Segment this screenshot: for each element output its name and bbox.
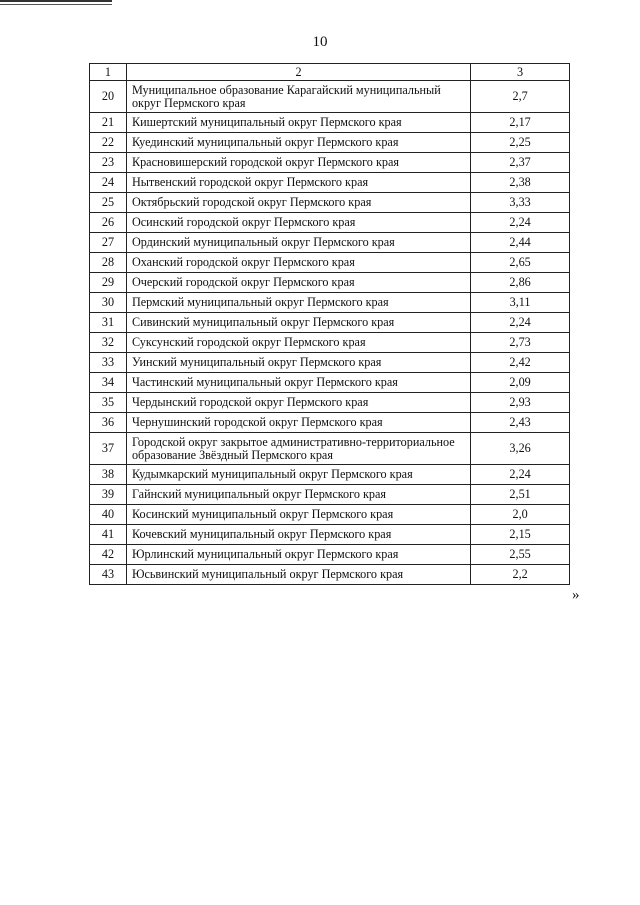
- municipality-name: Уинский муниципальный округ Пермского края: [126, 353, 470, 373]
- coefficient-value: 2,42: [471, 353, 570, 373]
- municipality-name: Городской округ закрытое административно-территориальное образование Звёздный Пермского края: [126, 433, 470, 465]
- table-header-row: [90, 64, 570, 81]
- municipality-name: Ординский муниципальный округ Пермского края: [126, 233, 470, 253]
- table-row: [90, 233, 570, 253]
- table-row: [90, 333, 570, 353]
- column-header: 1: [90, 64, 127, 81]
- municipality-name: Красновишерский городской округ Пермского края: [126, 153, 470, 173]
- municipality-name: Кочевский муниципальный округ Пермского края: [126, 525, 470, 545]
- row-number: 28: [90, 253, 127, 273]
- municipality-name: Юсьвинский муниципальный округ Пермского края: [126, 565, 470, 585]
- row-number: 38: [90, 465, 127, 485]
- municipality-name: Кудымкарский муниципальный округ Пермского края: [126, 465, 470, 485]
- page-number: 10: [312, 34, 328, 50]
- coefficient-value: 2,0: [471, 505, 570, 525]
- municipality-name: Суксунский городской округ Пермского края: [126, 333, 470, 353]
- municipality-name: Оханский городской округ Пермского края: [126, 253, 470, 273]
- row-number: 37: [90, 433, 127, 465]
- row-number: 40: [90, 505, 127, 525]
- row-number: 27: [90, 233, 127, 253]
- municipality-name: Куединский муниципальный округ Пермского края: [126, 133, 470, 153]
- coefficient-value: 2,44: [471, 233, 570, 253]
- municipality-name: Муниципальное образование Карагайский муниципальный округ Пермского края: [126, 81, 470, 113]
- table-row: [90, 353, 570, 373]
- coefficient-value: 2,51: [471, 485, 570, 505]
- municipality-name: Частинский муниципальный округ Пермского края: [126, 373, 470, 393]
- table-row: [90, 465, 570, 485]
- table-row: [90, 565, 570, 585]
- municipality-name: Нытвенский городской округ Пермского края: [126, 173, 470, 193]
- scan-edge-line: [0, 0, 112, 2]
- scan-edge-line: [0, 4, 112, 5]
- table-row: [90, 393, 570, 413]
- table-row: [90, 253, 570, 273]
- coefficient-value: 2,15: [471, 525, 570, 545]
- coefficient-value: 2,2: [471, 565, 570, 585]
- table-row: [90, 153, 570, 173]
- row-number: 21: [90, 113, 127, 133]
- row-number: 39: [90, 485, 127, 505]
- municipality-name: Чердынский городской округ Пермского края: [126, 393, 470, 413]
- coefficient-value: 2,65: [471, 253, 570, 273]
- row-number: 43: [90, 565, 127, 585]
- municipality-name: Октябрьский городской округ Пермского края: [126, 193, 470, 213]
- row-number: 32: [90, 333, 127, 353]
- row-number: 41: [90, 525, 127, 545]
- coefficient-value: 2,7: [471, 81, 570, 113]
- column-header: 2: [126, 64, 470, 81]
- table-row: [90, 525, 570, 545]
- row-number: 22: [90, 133, 127, 153]
- municipality-name: Осинский городской округ Пермского края: [126, 213, 470, 233]
- coefficient-value: 3,11: [471, 293, 570, 313]
- table-row: [90, 433, 570, 465]
- row-number: 29: [90, 273, 127, 293]
- table-row: [90, 193, 570, 213]
- row-number: 30: [90, 293, 127, 313]
- municipality-name: Очерский городской округ Пермского края: [126, 273, 470, 293]
- coefficient-value: 2,93: [471, 393, 570, 413]
- table-row: [90, 81, 570, 113]
- row-number: 42: [90, 545, 127, 565]
- table-row: [90, 413, 570, 433]
- row-number: 36: [90, 413, 127, 433]
- coefficient-value: 2,55: [471, 545, 570, 565]
- coefficient-value: 2,24: [471, 313, 570, 333]
- coefficient-value: 2,38: [471, 173, 570, 193]
- coefficient-value: 2,73: [471, 333, 570, 353]
- table-row: [90, 273, 570, 293]
- table-row: [90, 485, 570, 505]
- coefficient-value: 2,24: [471, 465, 570, 485]
- coefficients-table: [89, 63, 570, 585]
- coefficient-value: 2,09: [471, 373, 570, 393]
- coefficient-value: 2,17: [471, 113, 570, 133]
- table-row: [90, 113, 570, 133]
- table-row: [90, 173, 570, 193]
- coefficient-value: 3,33: [471, 193, 570, 213]
- table-row: [90, 545, 570, 565]
- table-row: [90, 505, 570, 525]
- municipality-name: Чернушинский городской округ Пермского края: [126, 413, 470, 433]
- municipality-name: Кишертский муниципальный округ Пермского края: [126, 113, 470, 133]
- row-number: 23: [90, 153, 127, 173]
- coefficient-value: 2,25: [471, 133, 570, 153]
- column-header: 3: [471, 64, 570, 81]
- table-row: [90, 293, 570, 313]
- municipality-name: Пермский муниципальный округ Пермского края: [126, 293, 470, 313]
- row-number: 35: [90, 393, 127, 413]
- municipality-name: Юрлинский муниципальный округ Пермского края: [126, 545, 470, 565]
- table-row: [90, 313, 570, 333]
- municipality-name: Косинский муниципальный округ Пермского края: [126, 505, 470, 525]
- row-number: 31: [90, 313, 127, 333]
- row-number: 26: [90, 213, 127, 233]
- closing-quote-mark: »: [572, 587, 580, 603]
- table-row: [90, 133, 570, 153]
- table-row: [90, 213, 570, 233]
- municipality-name: Сивинский муниципальный округ Пермского края: [126, 313, 470, 333]
- row-number: 25: [90, 193, 127, 213]
- table-row: [90, 373, 570, 393]
- coefficient-value: 2,24: [471, 213, 570, 233]
- row-number: 33: [90, 353, 127, 373]
- coefficient-value: 2,43: [471, 413, 570, 433]
- municipality-name: Гайнский муниципальный округ Пермского края: [126, 485, 470, 505]
- row-number: 20: [90, 81, 127, 113]
- coefficient-value: 3,26: [471, 433, 570, 465]
- coefficient-value: 2,86: [471, 273, 570, 293]
- row-number: 34: [90, 373, 127, 393]
- row-number: 24: [90, 173, 127, 193]
- coefficient-value: 2,37: [471, 153, 570, 173]
